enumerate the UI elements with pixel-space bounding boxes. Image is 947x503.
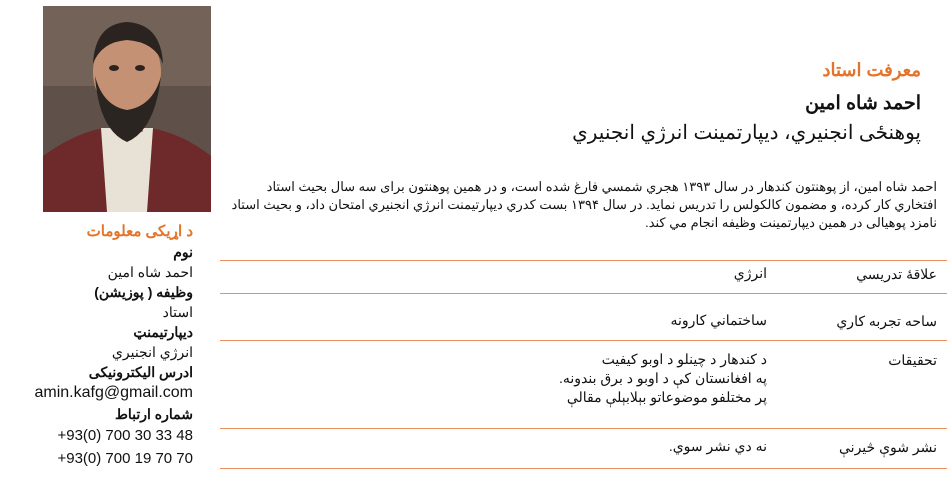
- department-value: انرژي انجنيري: [111, 344, 193, 360]
- row-value: [327, 437, 767, 456]
- row-label: نشر شوې څيرنې: [839, 439, 937, 455]
- row-value: [327, 264, 767, 283]
- affiliation: پوهنځی انجنیري، ديپارتمينت انرژي انجنيري: [572, 122, 921, 144]
- row-label: تحقیقات: [888, 352, 937, 368]
- phone-number-1: +93(0) 700 30 33 48: [57, 427, 193, 444]
- row-line: د کندهار د چينلو د اوبو کيفيت: [601, 351, 767, 367]
- department-label: دیپارتیمنټ: [133, 324, 193, 340]
- portrait-image: [43, 6, 211, 212]
- row-line: نه دي نشر سوي.: [668, 438, 767, 454]
- row-line: پر مختلفو موضوعاتو بېلابېلې مقالې: [566, 389, 767, 405]
- row-label: علاقۀ تدريسي: [856, 266, 937, 282]
- row-line: انرژي: [733, 265, 767, 281]
- divider: [220, 293, 947, 294]
- main-content: [220, 0, 947, 503]
- row-line: ساختماني کارونه: [670, 312, 767, 328]
- row-value: [327, 311, 767, 330]
- position-label: وظیفه ( پوزیشن): [94, 284, 193, 300]
- row-line: په افغانستان کې د اوبو د برق بندونه.: [559, 370, 767, 386]
- phone-number-2: +93(0) 700 19 70 70: [57, 450, 193, 467]
- contact-heading: د اړیکی معلومات: [86, 223, 193, 240]
- name-value: احمد شاه امین: [107, 264, 193, 280]
- divider: [220, 468, 947, 469]
- divider: [220, 340, 947, 341]
- contact-info: [3, 222, 193, 470]
- email-label: ادرس الیکترونیکی: [88, 364, 193, 380]
- intro-title: معرفت استاد: [822, 60, 921, 80]
- phone-label: شماره ارتباط: [114, 406, 193, 422]
- divider: [220, 260, 947, 261]
- profile-photo: [43, 6, 211, 212]
- sidebar: [0, 0, 215, 503]
- person-name: احمد شاه امين: [805, 93, 921, 114]
- email-value: amin.kafg@gmail.com: [34, 384, 193, 401]
- position-value: استاد: [162, 304, 193, 320]
- row-value: [327, 350, 767, 407]
- divider: [220, 428, 947, 429]
- name-label: نوم: [173, 244, 193, 260]
- row-label: ساحه تجربه کاري: [836, 313, 937, 329]
- biography-text: احمد شاه امین، از پوهنتون کندهار در سال ۱۳۹۳ هجري شمسي فارغ شده است، و در همين پوهنتون براى سه سال بحيث استاد افتخاري کار کرده، و مضمون کالکولس را تدريس نمايد. در سال ۱۳۹۴ بست کدري ديپارتيمنت انرژي انجنيري امتحان داد، و بحيث استاد نامزد پوهيالى در همين ديپارتمينت وظيفه انجام مي کند.: [231, 179, 937, 230]
